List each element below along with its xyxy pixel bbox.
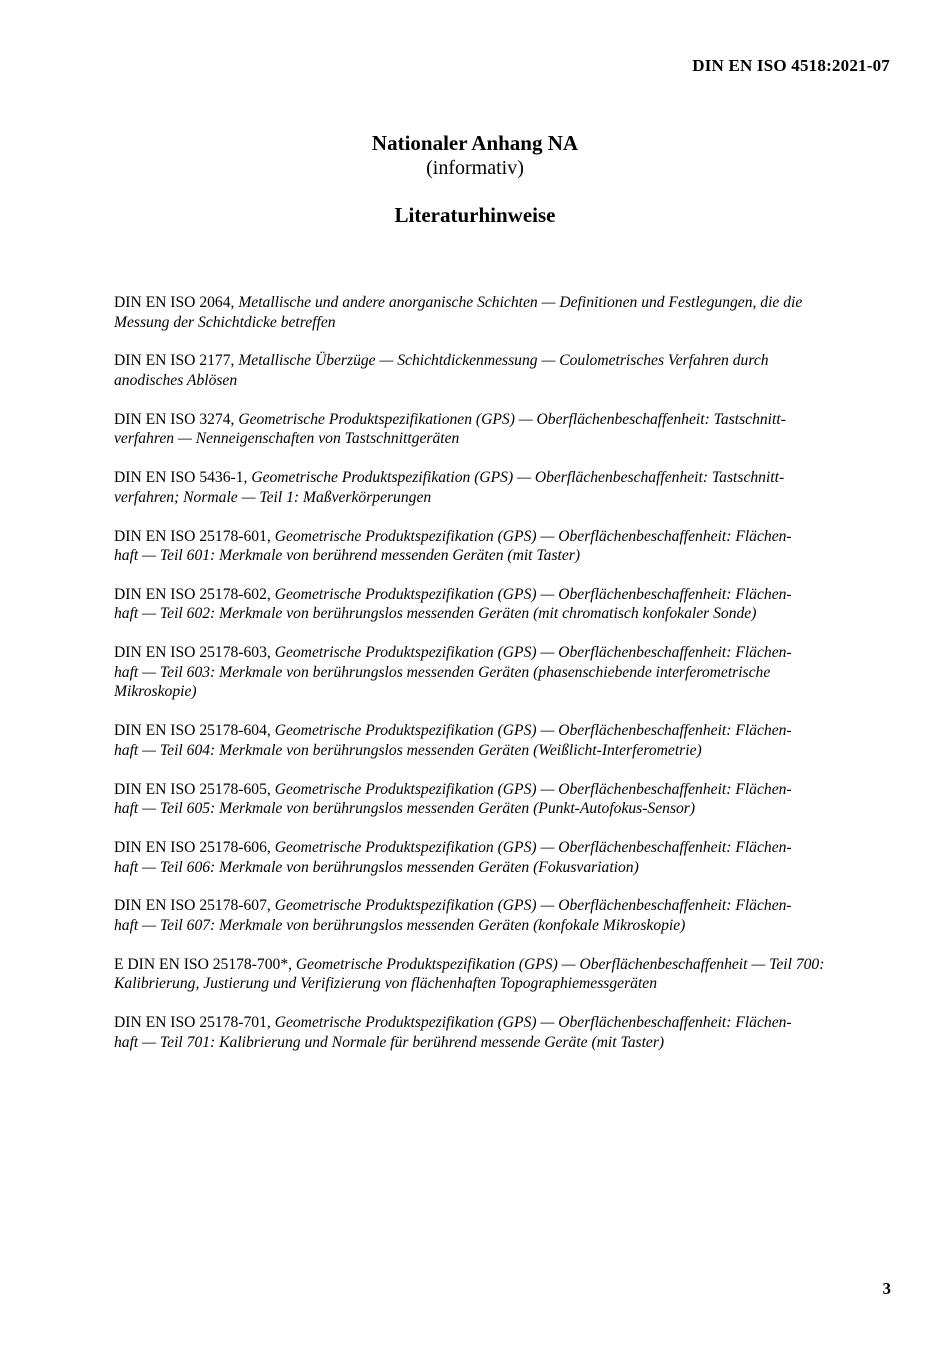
reference-item xyxy=(114,293,894,332)
reference-item xyxy=(114,468,894,507)
reference-code: DIN EN ISO 25178-603, xyxy=(114,644,275,662)
reference-item xyxy=(114,585,894,624)
annex-heading xyxy=(0,130,950,228)
reference-item xyxy=(114,780,894,819)
reference-title: Geometrische Produktspezifikationen (GPS) — Oberflächenbeschaffenheit: Tastschnitt- verfahren — Nenneigenschaften von Tastschnittgeräten xyxy=(114,410,786,448)
reference-item xyxy=(114,838,894,877)
page-number: 3 xyxy=(882,1279,891,1298)
reference-title: Geometrische Produktspezifikation (GPS) — Oberflächenbeschaffenheit: Flächen- haft — Teil 605: Merkmale von berührungslos messenden Geräten (Punkt-Autofokus-Sensor) xyxy=(114,780,792,818)
reference-code: DIN EN ISO 2064, xyxy=(114,294,239,311)
reference-item xyxy=(114,896,894,935)
reference-item xyxy=(114,643,894,702)
reference-item xyxy=(114,351,894,390)
reference-code: DIN EN ISO 3274, xyxy=(114,410,239,428)
reference-title: Metallische und andere anorganische Schichten — Definitionen und Festlegungen, die die Messung der Schichtdicke betreffen xyxy=(114,294,803,331)
reference-title: Geometrische Produktspezifikation (GPS) — Oberflächenbeschaffenheit: Flächen- haft — Teil 604: Merkmale von berührungslos messenden Geräten (Weißlicht-Interferometrie) xyxy=(114,722,792,759)
reference-list xyxy=(114,293,894,1071)
reference-title: Geometrische Produktspezifikation (GPS) — Oberflächenbeschaffenheit: Tastschnitt- verfahren; Normale — Teil 1: Maßverkörperungen xyxy=(114,469,785,506)
reference-item xyxy=(114,527,894,566)
reference-item xyxy=(114,410,894,449)
reference-item xyxy=(114,955,894,994)
reference-code: DIN EN ISO 25178-605, xyxy=(114,780,275,798)
annex-title: Nationaler Anhang NA xyxy=(371,131,579,155)
reference-title: Geometrische Produktspezifikation (GPS) — Oberflächenbeschaffenheit: Flächen- haft — Teil 603: Merkmale von berührungslos messenden Geräten (phasenschiebende interferometrische Mikroskopie) xyxy=(114,644,792,701)
document-id: DIN EN ISO 4518:2021-07 xyxy=(692,56,890,75)
reference-title: Geometrische Produktspezifikation (GPS) — Oberflächenbeschaffenheit — Teil 700: Kalibrierung, Justierung und Verifizierung von flächenhaften Topographiemessgeräten xyxy=(114,955,825,993)
reference-code: DIN EN ISO 5436-1, xyxy=(114,469,252,487)
reference-title: Metallische Überzüge — Schichtdickenmessung — Coulometrisches Verfahren durch anodisches Ablösen xyxy=(114,352,769,389)
reference-code: E DIN EN ISO 25178-700*, xyxy=(114,955,296,973)
reference-title: Geometrische Produktspezifikation (GPS) — Oberflächenbeschaffenheit: Flächen- haft — Teil 607: Merkmale von berührungslos messenden Geräten (konfokale Mikroskopie) xyxy=(114,897,792,934)
reference-code: DIN EN ISO 25178-604, xyxy=(114,722,275,740)
reference-item xyxy=(114,721,894,760)
reference-code: DIN EN ISO 25178-601, xyxy=(114,527,275,545)
reference-code: DIN EN ISO 25178-701, xyxy=(114,1014,275,1032)
reference-title: Geometrische Produktspezifikation (GPS) — Oberflächenbeschaffenheit: Flächen- haft — Teil 601: Merkmale von berührend messenden Geräten (mit Taster) xyxy=(114,527,792,565)
reference-item xyxy=(114,1013,894,1052)
reference-code: DIN EN ISO 25178-606, xyxy=(114,838,275,856)
reference-title: Geometrische Produktspezifikation (GPS) — Oberflächenbeschaffenheit: Flächen- haft — Teil 606: Merkmale von berührungslos messenden Geräten (Fokusvariation) xyxy=(114,838,792,876)
reference-code: DIN EN ISO 25178-607, xyxy=(114,897,275,915)
reference-title: Geometrische Produktspezifikation (GPS) — Oberflächenbeschaffenheit: Flächen- haft — Teil 602: Merkmale von berührungslos messenden Geräten (mit chromatisch konfokaler Sonde) xyxy=(114,585,792,623)
section-title: Literaturhinweise xyxy=(394,203,556,227)
reference-title: Geometrische Produktspezifikation (GPS) — Oberflächenbeschaffenheit: Flächen- haft — Teil 701: Kalibrierung und Normale für berührend messende Geräte (mit Taster) xyxy=(114,1014,792,1051)
reference-code: DIN EN ISO 25178-602, xyxy=(114,585,275,603)
reference-code: DIN EN ISO 2177, xyxy=(114,352,239,370)
annex-type: (informativ) xyxy=(426,157,524,179)
